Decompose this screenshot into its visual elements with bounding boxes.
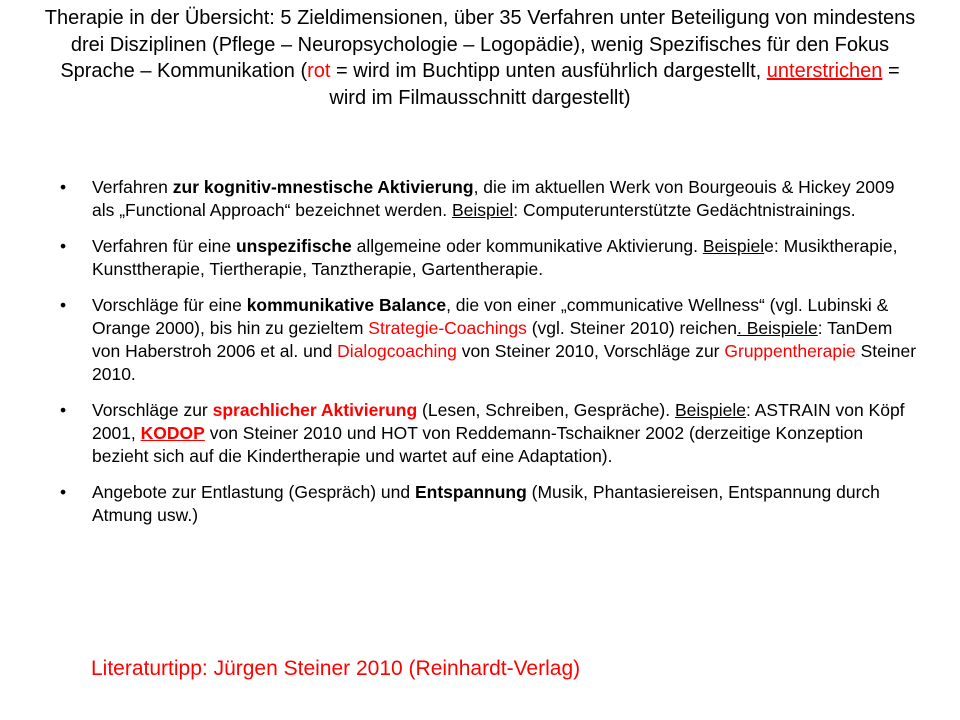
bullet-text: , die von einer „communicative Wellness“ (vgl. Lubinski & Orange 2000), bis hin zu gezieltem [92,295,889,338]
literature-tip: Literaturtipp: Jürgen Steiner 2010 (Reinhardt-Verlag) [91,657,581,680]
bullet-text: : Computerunterstützte Gedächtnistrainings. [513,200,856,220]
bullet-text: Steiner 2010. [92,341,917,384]
title-unterstrichen-keyword: unterstrichen [766,60,883,82]
title-text-1: Therapie in der Übersicht: 5 Zieldimensionen, über 35 Verfahren unter Beteiligung von mindestens drei Disziplinen (Pflege – Neuropsychologie – Logopädie), wenig Spezifisches für den Fokus Sprache – Kommunikation ( [44,7,916,82]
bullet-text: (Musik, Phantasiereisen, Entspannung durch Atmung usw.) [92,482,880,525]
bullet-text: (Lesen, Schreiben, Gespräche). [417,400,675,420]
bullet-item-kognitiv [60,176,920,222]
bullet-example-label: Beispiel [702,236,765,256]
bullet-item-balance [60,294,920,386]
bullet-text: , die im aktuellen Werk von Bourgeouis & Hickey 2009 als „Functional Approach“ bezeichnet werden. [92,177,895,220]
slide-title [40,5,920,111]
bullet-text: von Steiner 2010, Vorschläge zur [456,341,725,361]
bullet-icon: • [60,400,67,420]
bullet-text: Verfahren für eine [92,236,236,256]
bullet-example-label: Beispiel [451,200,514,220]
bullet-item-entspannung [60,481,920,527]
bullet-text: : TanDem von Haberstroh 2006 et al. und [92,318,893,361]
title-text-2: = wird im Buchtipp unten ausführlich dargestellt, [330,60,767,82]
bullet-item-unspezifisch [60,235,920,281]
bullet-red-term: Gruppentherapie [724,341,856,361]
bullet-example-label: . Beispiele [736,318,818,338]
bullet-text: Angebote zur Entlastung (Gespräch) und [92,482,415,502]
bullet-icon: • [60,482,67,502]
bullet-text: von Steiner 2010 und HOT von Reddemann-Tschaikner 2002 (derzeitige Konzeption bezieht sich auf die Kindertherapie und wartet auf eine Adaptation). [92,423,864,466]
bullet-red-bold-term: sprachlicher Aktivierung [212,400,418,420]
bullet-icon: • [60,236,67,256]
bullet-text: : ASTRAIN von Köpf 2001, [92,400,905,443]
bullet-text: allgemeine oder kommunikative Aktivierung. [351,236,703,256]
bullet-text: e: Musiktherapie, Kunsttherapie, Tiertherapie, Tanztherapie, Gartentherapie. [92,236,898,279]
bullet-bold-term: Entspannung [414,482,527,502]
bullet-text: (vgl. Steiner 2010) reichen [526,318,737,338]
bullet-example-label: Beispiele [674,400,746,420]
bullet-list [60,176,920,540]
bullet-bold-term: kommunikative Balance [246,295,447,315]
bullet-bold-term: zur kognitiv-mnestische Aktivierung [172,177,474,197]
bullet-kodop-term: KODOP [140,423,205,443]
bullet-icon: • [60,177,67,197]
bullet-icon: • [60,295,67,315]
title-rot-keyword: rot [307,60,331,82]
bullet-red-term: Strategie-Coachings [368,318,527,338]
bullet-red-term: Dialogcoaching [337,341,457,361]
bullet-text: Verfahren [92,177,173,197]
bullet-bold-term: unspezifische [235,236,352,256]
bullet-text: Vorschläge für eine [92,295,247,315]
bullet-item-sprachlich [60,399,920,468]
title-text-3: = wird im Filmausschnitt dargestellt) [329,60,900,109]
bullet-text: Vorschläge zur [92,400,213,420]
